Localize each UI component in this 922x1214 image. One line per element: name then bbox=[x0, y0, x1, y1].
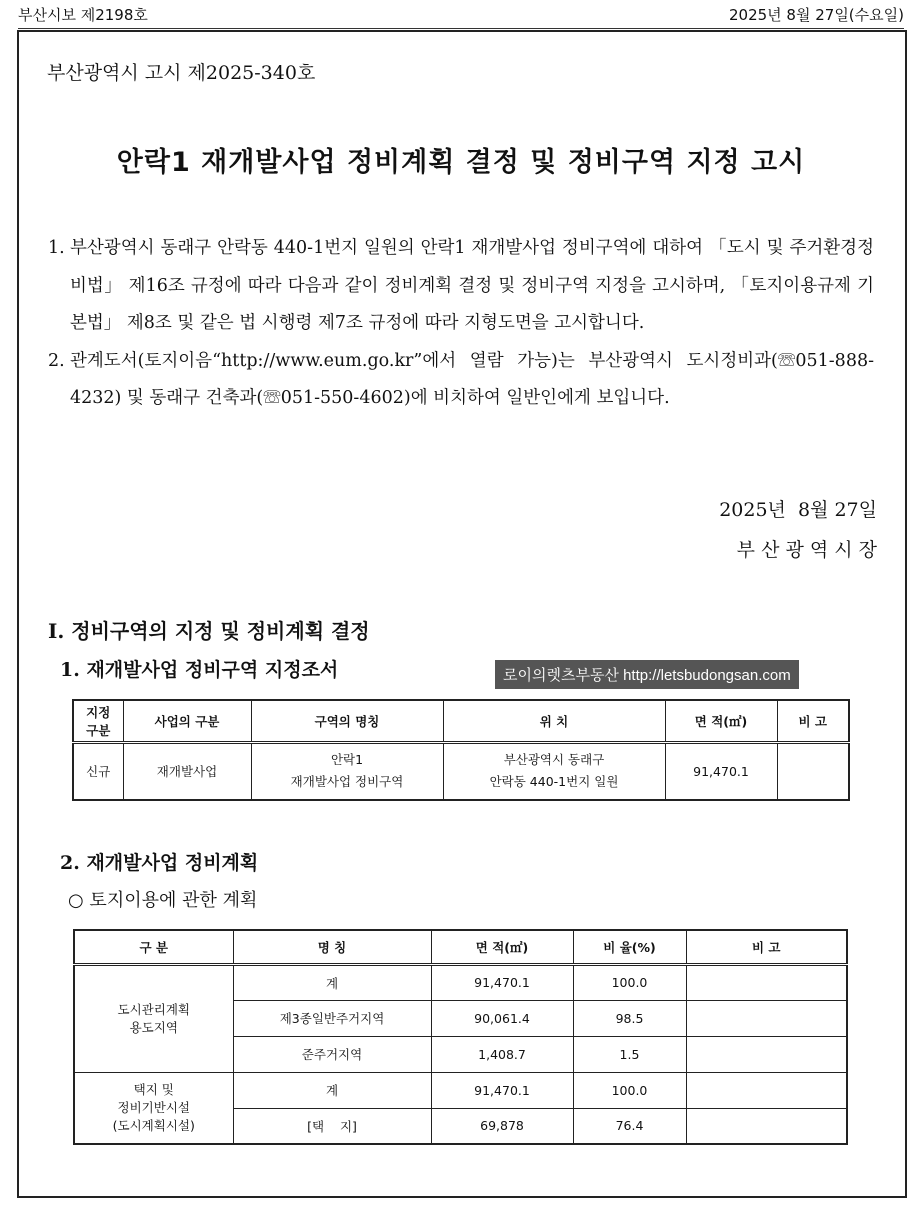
table-cell: 90,061.4 bbox=[431, 1000, 573, 1036]
table-cell: 69,878 bbox=[431, 1108, 573, 1144]
page-header bbox=[18, 4, 904, 29]
table-cell: 준주거지역 bbox=[233, 1036, 431, 1072]
publication-number: 부산시보 제2198호 bbox=[18, 6, 148, 24]
table-cell: [택 지] bbox=[233, 1108, 431, 1144]
watermark: 로이의렛츠부동산 http://letsbudongsan.com bbox=[495, 660, 799, 689]
notice-body bbox=[48, 230, 874, 418]
column-header: 사업의 구분 bbox=[123, 700, 251, 742]
section-heading: I. 정비구역의 지정 및 정비계획 결정 bbox=[48, 619, 370, 643]
group-cell: 도시관리계획 용도지역 bbox=[74, 964, 233, 1072]
table-row bbox=[73, 742, 849, 800]
table-cell: 계 bbox=[233, 1072, 431, 1108]
table-cell: 98.5 bbox=[573, 1000, 686, 1036]
table-row bbox=[74, 964, 847, 1000]
signature-block bbox=[719, 490, 877, 570]
table-cell: 제3종일반주거지역 bbox=[233, 1000, 431, 1036]
table-cell bbox=[686, 964, 847, 1000]
subsection-heading: 1. 재개발사업 정비구역 지정조서 bbox=[60, 659, 339, 681]
table-cell bbox=[686, 1108, 847, 1144]
plan-item-heading: ○ 토지이용에 관한 계획 bbox=[68, 890, 258, 911]
table-cell: 1,408.7 bbox=[431, 1036, 573, 1072]
table-cell: 계 bbox=[233, 964, 431, 1000]
table-cell: 91,470.1 bbox=[431, 1072, 573, 1108]
column-header: 비 고 bbox=[686, 930, 847, 964]
land-use-table bbox=[73, 929, 848, 1145]
table-header-row bbox=[74, 930, 847, 964]
table-cell: 신규 bbox=[73, 742, 123, 800]
notice-item bbox=[48, 343, 874, 418]
column-header: 위 치 bbox=[443, 700, 665, 742]
item-number: 2. bbox=[48, 350, 65, 371]
column-header: 구역의 명칭 bbox=[251, 700, 443, 742]
table-cell bbox=[777, 742, 849, 800]
notice-number: 부산광역시 고시 제2025-340호 bbox=[47, 62, 316, 84]
document-title: 안락1 재개발사업 정비계획 결정 및 정비구역 지정 고시 bbox=[116, 147, 806, 178]
table-cell: 91,470.1 bbox=[665, 742, 777, 800]
table-cell: 100.0 bbox=[573, 1072, 686, 1108]
table-cell bbox=[686, 1000, 847, 1036]
table-cell: 76.4 bbox=[573, 1108, 686, 1144]
group-cell: 택지 및 정비기반시설 (도시계획시설) bbox=[74, 1072, 233, 1144]
column-header: 명 칭 bbox=[233, 930, 431, 964]
table-cell bbox=[686, 1072, 847, 1108]
table-cell: 91,470.1 bbox=[431, 964, 573, 1000]
column-header: 면 적(㎡) bbox=[665, 700, 777, 742]
signer: 부 산 광 역 시 장 bbox=[736, 539, 877, 561]
publication-date: 2025년 8월 27일(수요일) bbox=[729, 6, 904, 24]
column-header: 지정 구분 bbox=[73, 700, 123, 742]
table-cell bbox=[686, 1036, 847, 1072]
item-number: 1. bbox=[48, 238, 65, 258]
item-text: 관계도서(토지이음“http://www.eum.go.kr”에서 열람 가능)는 부산광역시 도시정비과(☏051-888-4232) 및 동래구 건축과(☏051-550-4602)에 비치하여 일반인에게 보입니다. bbox=[70, 350, 874, 408]
table-row bbox=[74, 1072, 847, 1108]
notice-item bbox=[48, 230, 874, 343]
column-header: 비 율(%) bbox=[573, 930, 686, 964]
sign-date: 2025년 8월 27일 bbox=[719, 499, 877, 521]
table-cell: 재개발사업 bbox=[123, 742, 251, 800]
table-header-row bbox=[73, 700, 849, 742]
item-text: 부산광역시 동래구 안락동 440-1번지 일원의 안락1 재개발사업 정비구역에 대하여 「도시 및 주거환경정비법」 제16조 규정에 따라 다음과 같이 정비계획 결정 및 정비구역 지정을 고시하며, 「토지이용규제 기본법」 제8조 및 같은 법 시행령 제7조 규정에 따라 지형도면을 고시합니다. bbox=[70, 238, 874, 333]
table-cell: 1.5 bbox=[573, 1036, 686, 1072]
column-header: 구 분 bbox=[74, 930, 233, 964]
column-header: 면 적(㎡) bbox=[431, 930, 573, 964]
column-header: 비 고 bbox=[777, 700, 849, 742]
subsection-heading: 2. 재개발사업 정비계획 bbox=[60, 852, 259, 874]
table-cell: 안락1 재개발사업 정비구역 bbox=[251, 742, 443, 800]
table-cell: 100.0 bbox=[573, 964, 686, 1000]
designation-table bbox=[72, 699, 850, 801]
table-cell: 부산광역시 동래구 안락동 440-1번지 일원 bbox=[443, 742, 665, 800]
